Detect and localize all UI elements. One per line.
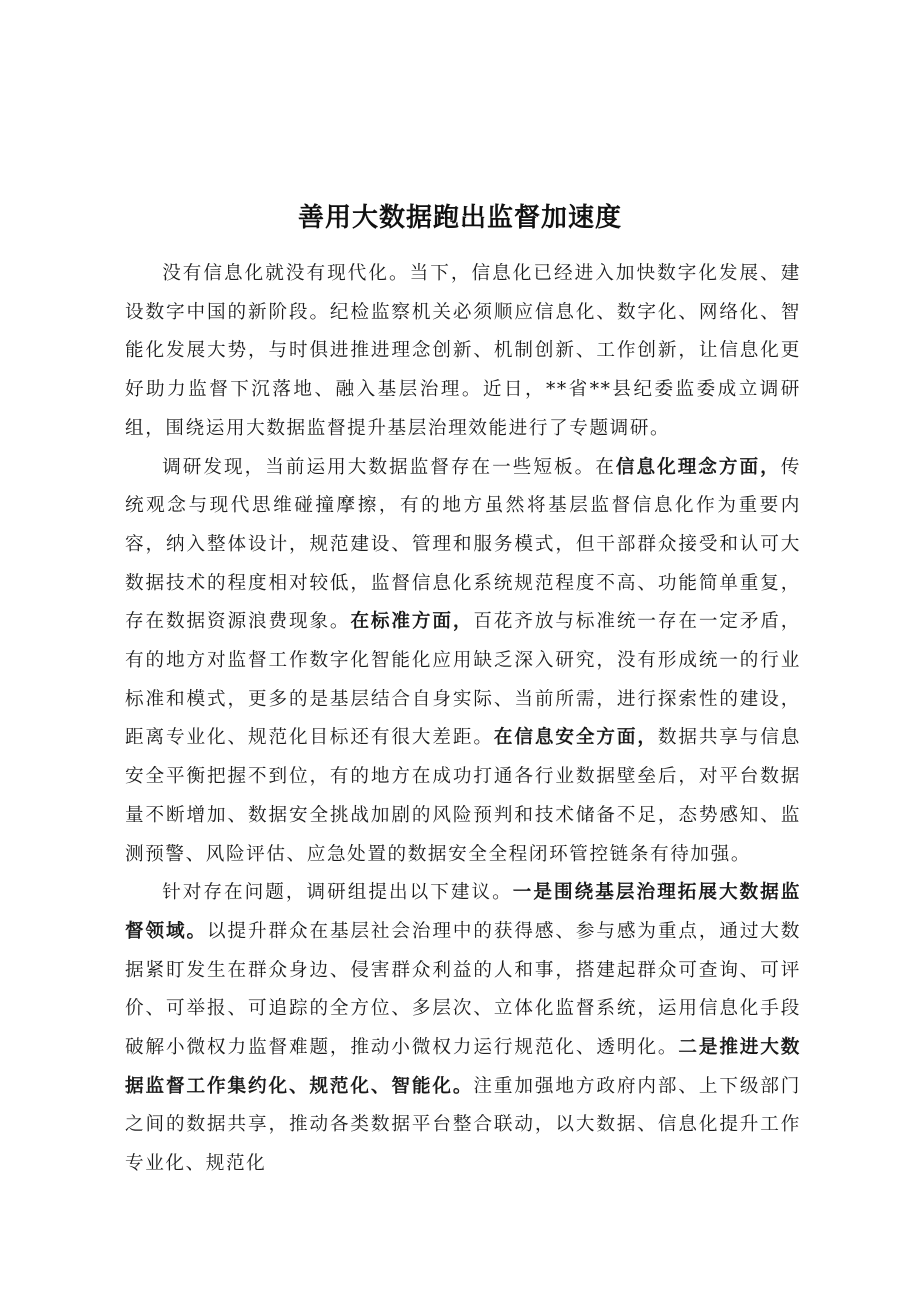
paragraph-findings bbox=[125, 449, 801, 875]
bold-heading-second-suggestion: 二是推进大数据监督工作集约化、规范化、智能化。 bbox=[125, 1037, 801, 1097]
bold-heading-security: 在信息安全方面， bbox=[493, 727, 658, 749]
paragraph-suggestions bbox=[125, 874, 801, 1184]
paragraph-text: 以提升群众在基层社会治理中的获得感、参与感为重点，通过大数据紧盯发生在群众身边、侵害群众利益的人和事，搭建起群众可查询、可评价、可举报、可追踪的全方位、多层次、立体化监督系统，运用信息化手段破解小微权力监督难题，推动小微权力运行规范化、透明化。 bbox=[125, 920, 801, 1059]
bold-heading-first-suggestion: 一是围绕基层治理拓展大数据监督领域。 bbox=[125, 882, 801, 942]
bold-heading-standards: 在标准方面， bbox=[350, 611, 474, 633]
document-title: 善用大数据跑出监督加速度 bbox=[297, 203, 622, 234]
paragraph-intro bbox=[125, 255, 801, 449]
paragraph-text: 注重加强地方政府内部、上下级部门之间的数据共享，推动各类数据平台整合联动，以大数据、信息化提升工作专业化、规范化 bbox=[125, 1075, 802, 1175]
bold-heading-informatization: 信息化理念方面， bbox=[615, 456, 781, 478]
paragraph-text: 没有信息化就没有现代化。当下，信息化已经进入加快数字化发展、建设数字中国的新阶段。纪检监察机关必须顺应信息化、数字化、网络化、智能化发展大势，与时俱进推进理念创新、机制创新、工作创新，让信息化更好助力监督下沉落地、融入基层治理。近日，**省**县纪委监委成立调研组，围绕运用大数据监督提升基层治理效能进行了专题调研。 bbox=[125, 263, 801, 439]
paragraph-text: 针对存在问题，调研组提出以下建议。 bbox=[162, 882, 513, 904]
document-body bbox=[125, 255, 801, 1184]
paragraph-text: 传统观念与现代思维碰撞摩擦，有的地方虽然将基层监督信息化作为重要内容，纳入整体设计，规范建设、管理和服务模式，但干部群众接受和认可大数据技术的程度相对较低，监督信息化系统规范程度不高、功能简单重复，存在数据资源浪费现象。 bbox=[125, 456, 801, 633]
paragraph-text: 调研发现，当前运用大数据监督存在一些短板。在 bbox=[162, 456, 616, 478]
paragraph-text: 百花齐放与标准统一存在一定矛盾，有的地方对监督工作数字化智能化应用缺乏深入研究，没有形成统一的行业标准和模式，更多的是基层结合自身实际、当前所需，进行探索性的建设，距离专业化、规范化目标还有很大差距。 bbox=[125, 611, 801, 749]
paragraph-text: 数据共享与信息安全平衡把握不到位，有的地方在成功打通各行业数据壁垒后，对平台数据量不断增加、数据安全挑战加剧的风险预判和技术储备不足，态势感知、监测预警、风险评估、应急处置的数据安全全程闭环管控链条有待加强。 bbox=[125, 727, 801, 865]
